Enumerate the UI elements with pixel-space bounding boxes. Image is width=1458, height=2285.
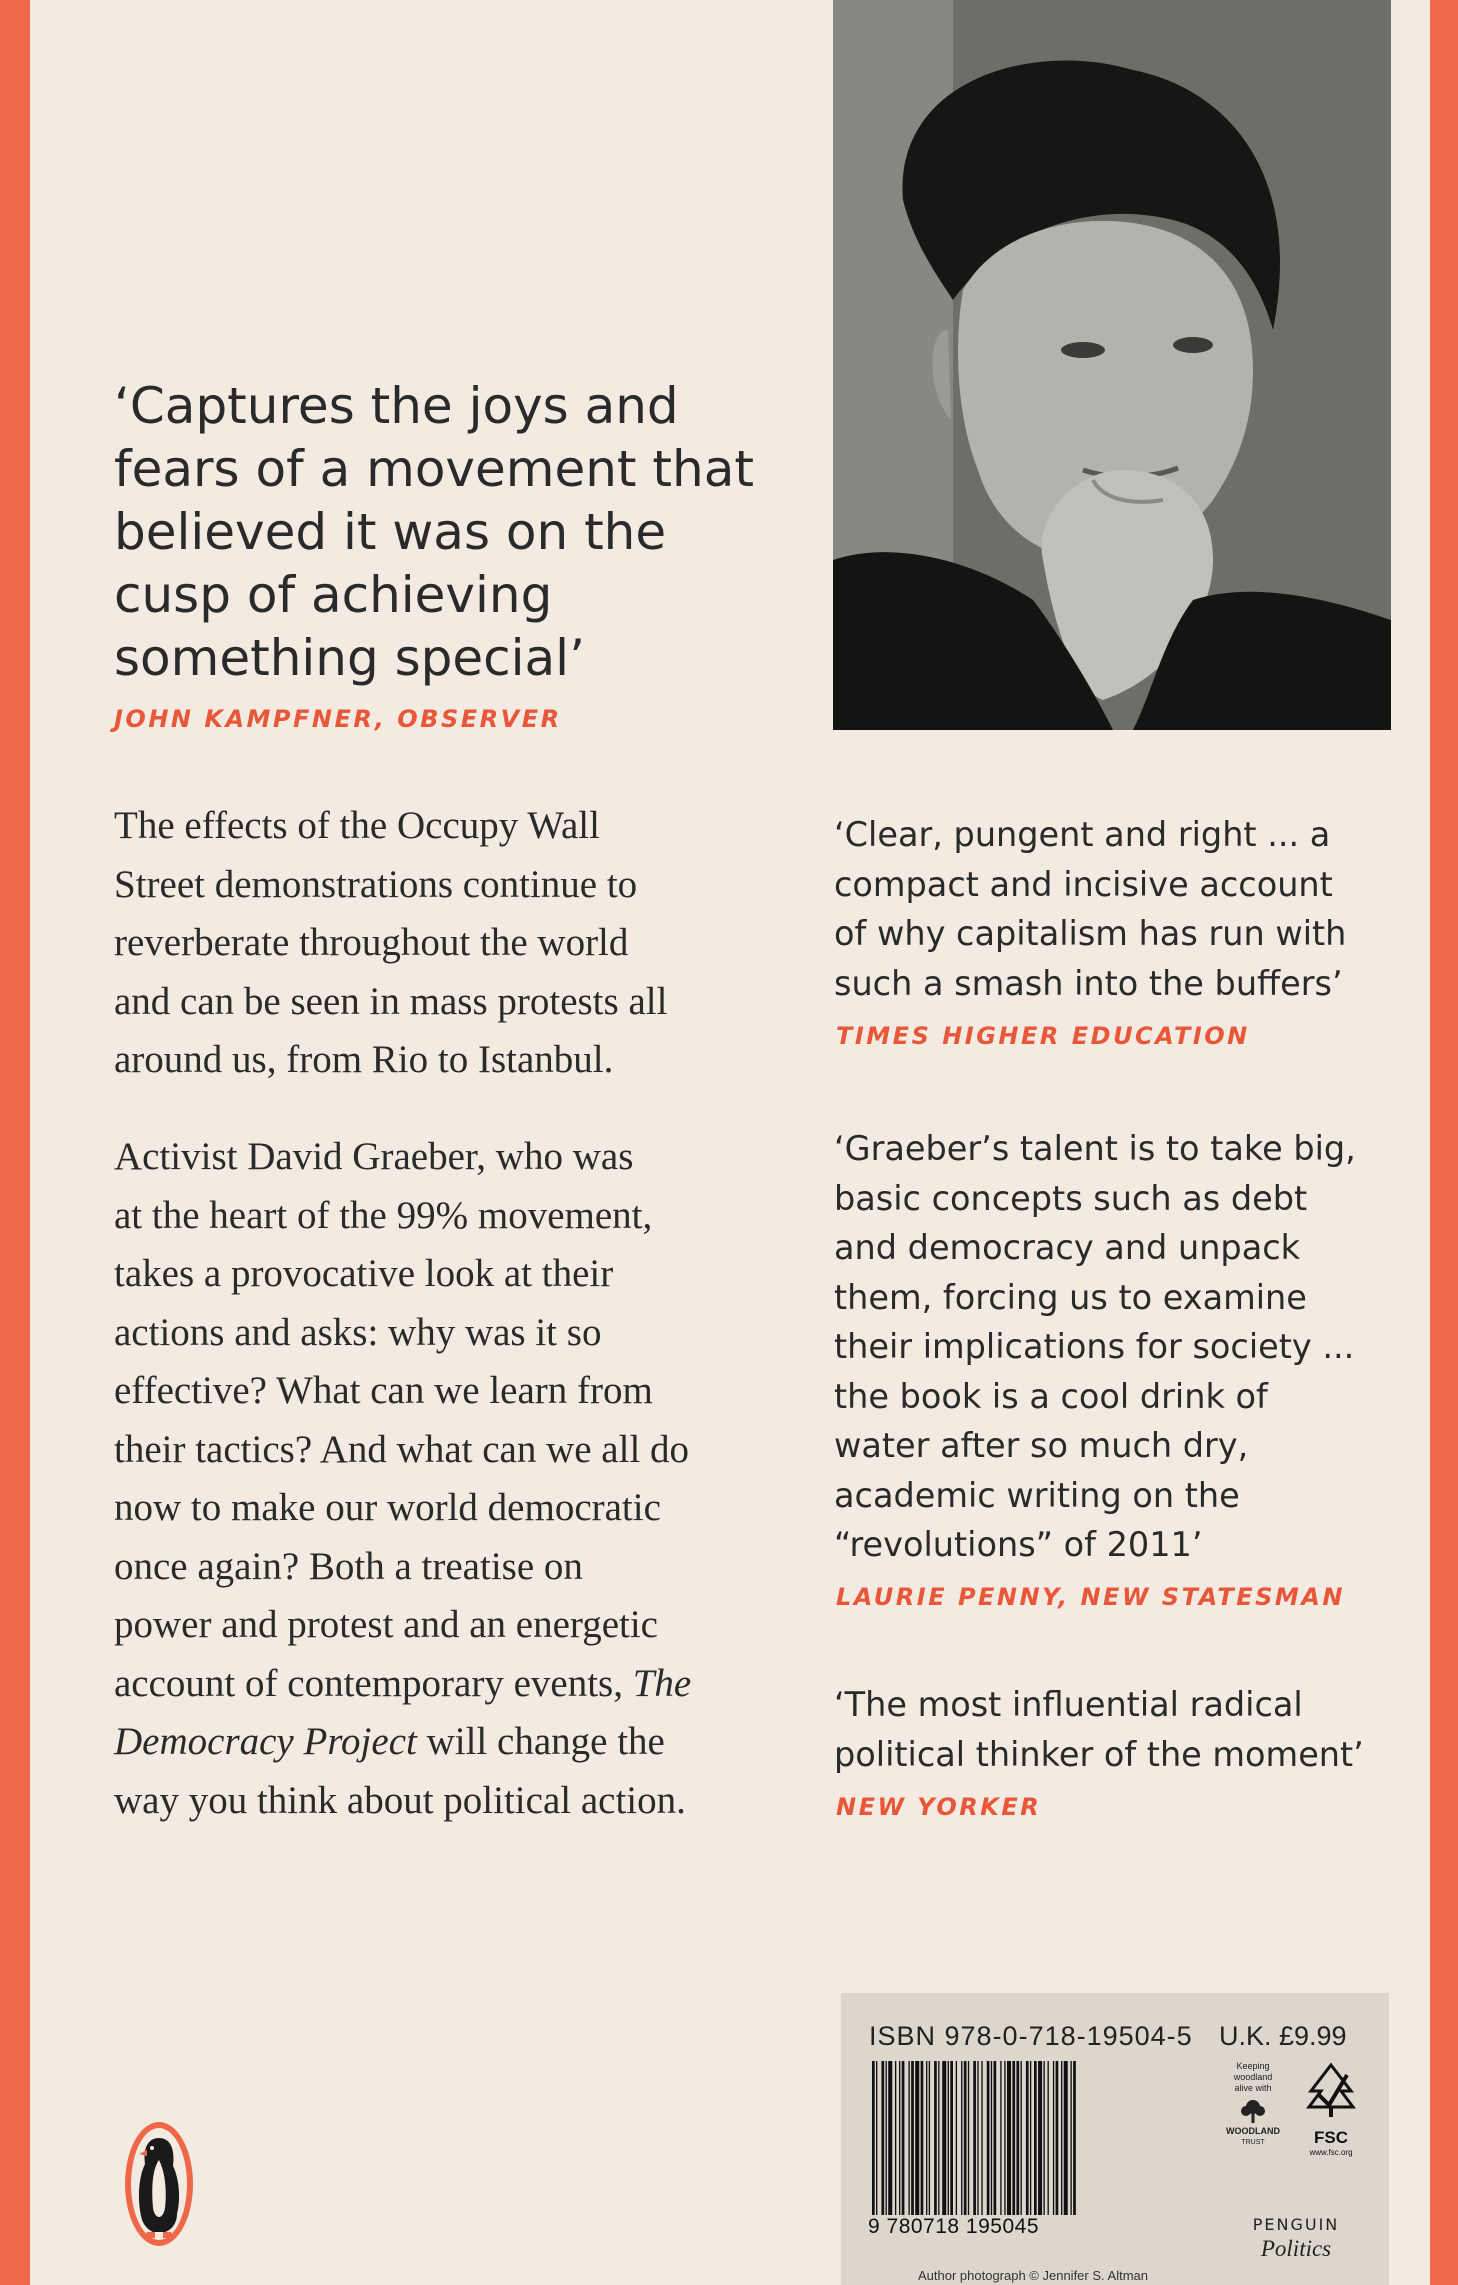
quote-line: ‘The most influential radical: [834, 1685, 1303, 1724]
quote-line: the book is a cool drink of: [834, 1376, 1268, 1416]
barcode-bar: [1064, 2061, 1068, 2221]
blurb-paragraph-2: [114, 1128, 814, 1830]
penguin-logo-icon: [123, 2120, 195, 2248]
price-label: U.K. £9.99: [1219, 2021, 1347, 2051]
barcode-bar: [888, 2061, 892, 2221]
barcode-bar: [895, 2061, 896, 2221]
barcode-bar: [1007, 2061, 1011, 2221]
wt-text: Keeping: [1236, 2061, 1270, 2071]
blurb-paragraph-1: [114, 797, 814, 1090]
barcode-bar: [973, 2061, 976, 2237]
book-title-part: The: [632, 1661, 692, 1705]
wt-text: woodland: [1233, 2072, 1273, 2082]
wt-name: WOODLAND: [1226, 2126, 1280, 2136]
barcode-bar: [1038, 2061, 1042, 2221]
tree-icon: [1239, 2098, 1267, 2124]
quote-line: of why capitalism has run with: [834, 914, 1347, 953]
blurb-line: [114, 1655, 814, 1714]
barcode-bar: [1043, 2061, 1044, 2221]
barcode-bar: [902, 2061, 905, 2221]
author-portrait-photo: [833, 0, 1391, 730]
blurb-line: around us, from Rio to Istanbul.: [114, 1038, 614, 1081]
blurb-text: will change the: [426, 1720, 665, 1763]
barcode-bar: [981, 2061, 982, 2221]
quote-attribution: LAURIE PENNY, NEW STATESMAN: [836, 1583, 1345, 1611]
fsc-tree-check-icon: [1303, 2061, 1359, 2121]
wt-text: alive with: [1234, 2083, 1272, 2093]
barcode-digits: 9 780718 195045: [868, 2215, 1168, 2239]
barcode-bar: [899, 2061, 900, 2221]
blurb-line: and can be seen in mass protests all: [114, 979, 668, 1023]
review-quote-new-yorker: [834, 1680, 1434, 1779]
quote-line: such a smash into the buffers’: [834, 963, 1343, 1003]
barcode-bar: [968, 2061, 969, 2221]
blurb-line: reverberate throughout the world: [114, 921, 629, 964]
quote-line: ‘Clear, pungent and right ... a: [834, 815, 1331, 854]
barcode-bar: [881, 2061, 884, 2221]
barcode-bar: [921, 2061, 924, 2221]
blurb-line: Activist David Graeber, who was: [114, 1135, 634, 1178]
fsc-logo: [1296, 2061, 1366, 2157]
quote-line: believed it was on the: [114, 503, 667, 561]
quote-line: their implications for society ...: [834, 1327, 1355, 1366]
quote-line: something special’: [114, 629, 585, 687]
barcode-bar: [1073, 2061, 1076, 2237]
photo-credit: Author photograph © Jennifer S. Altman: [918, 2268, 1148, 2283]
barcode-bar: [1004, 2061, 1005, 2221]
barcode-bar: [1053, 2061, 1054, 2221]
main-quote-attribution: JOHN KAMPFNER, OBSERVER: [114, 705, 562, 733]
barcode-bar: [950, 2061, 953, 2221]
quote-line: basic concepts such as debt: [834, 1178, 1308, 1218]
quote-attribution: NEW YORKER: [836, 1793, 1042, 1821]
cover-panel: [30, 0, 1430, 2285]
barcode-bar: [956, 2061, 957, 2221]
fsc-url: www.fsc.org: [1309, 2148, 1353, 2157]
barcode-bar: [1048, 2061, 1049, 2221]
barcode-bar: [938, 2061, 939, 2221]
blurb-line: at the heart of the 99% movement,: [114, 1193, 653, 1237]
quote-line: them, forcing us to examine: [834, 1277, 1307, 1317]
quote-line: cusp of achieving: [114, 566, 553, 624]
portrait-silhouette-icon: [833, 0, 1391, 730]
review-quote-new-statesman: [834, 1124, 1434, 1570]
barcode-bar: [964, 2061, 967, 2221]
barcode-bar: [929, 2061, 930, 2221]
barcode-bar: [911, 2061, 914, 2221]
quote-line: compact and incisive account: [834, 864, 1333, 904]
barcode-bar: [948, 2061, 949, 2221]
barcode-bar: [876, 2061, 877, 2237]
barcode-panel: [841, 1993, 1389, 2285]
barcode-bar: [926, 2061, 927, 2221]
main-review-quote: [114, 375, 814, 690]
blurb-line: The effects of the Occupy Wall: [114, 804, 600, 847]
isbn-number: ISBN 978-0-718-19504-5: [869, 2021, 1193, 2051]
barcode-bar: [1056, 2061, 1059, 2221]
barcode-bar: [987, 2061, 990, 2221]
blurb-line: power and protest and an energetic: [114, 1603, 658, 1646]
barcode-bar: [1012, 2061, 1015, 2221]
barcode-bar: [991, 2061, 992, 2221]
barcode-bar: [1026, 2061, 1029, 2221]
barcode-bar: [994, 2061, 997, 2221]
woodland-trust-logo: [1213, 2061, 1293, 2148]
barcode-bar: [1021, 2061, 1022, 2221]
barcode-bar: [1061, 2061, 1062, 2221]
blurb-line: way you think about political action.: [114, 1778, 686, 1822]
barcode-bar: [872, 2061, 875, 2237]
review-quote-times-higher: [834, 810, 1434, 1008]
quote-line: political thinker of the moment’: [834, 1734, 1364, 1774]
barcode-bar: [1016, 2061, 1019, 2221]
barcode-bar: [977, 2061, 978, 2221]
barcode-bar: [908, 2061, 909, 2221]
barcode-bar: [886, 2061, 887, 2221]
barcode-bar: [1070, 2061, 1071, 2237]
blurb-line: takes a provocative look at their: [114, 1252, 614, 1295]
quote-line: water after so much dry,: [834, 1426, 1249, 1465]
blurb-text: account of contemporary events,: [114, 1661, 623, 1705]
quote-line: ‘Graeber’s talent is to take big,: [834, 1129, 1356, 1168]
quote-line: fears of a movement that: [114, 440, 754, 498]
wt-sub: TRUST: [1241, 2139, 1265, 2146]
blurb-line: Street demonstrations continue to: [114, 862, 638, 906]
barcode-icon: [868, 2061, 1166, 2241]
blurb-line: [114, 1713, 814, 1772]
blurb-line: once again? Both a treatise on: [114, 1544, 583, 1588]
barcode-bar: [1000, 2061, 1001, 2221]
blurb-line: their tactics? And what can we all do: [114, 1427, 690, 1471]
blurb-line: now to make our world democratic: [114, 1486, 661, 1529]
barcode-bar: [961, 2061, 962, 2221]
barcode-bar: [1030, 2061, 1031, 2221]
barcode-bar: [915, 2061, 919, 2221]
publisher-imprint: [1221, 2215, 1371, 2262]
quote-line: ‘Captures the joys and: [114, 377, 679, 435]
blurb-line: effective? What can we learn from: [114, 1369, 653, 1412]
quote-line: academic writing on the: [834, 1475, 1240, 1515]
imprint-series: Politics: [1260, 2236, 1332, 2261]
quote-line: “revolutions” of 2011’: [834, 1525, 1203, 1564]
barcode-bar: [942, 2061, 946, 2221]
barcode-bar: [934, 2061, 937, 2221]
blurb-line: actions and asks: why was it so: [114, 1310, 602, 1354]
book-title-part: Democracy Project: [114, 1720, 417, 1763]
publisher-name: PENGUIN: [1252, 2215, 1340, 2234]
quote-attribution: TIMES HIGHER EDUCATION: [836, 1022, 1250, 1050]
quote-line: and democracy and unpack: [834, 1228, 1301, 1267]
fsc-name: FSC: [1314, 2128, 1348, 2147]
barcode-bar: [1034, 2061, 1037, 2221]
